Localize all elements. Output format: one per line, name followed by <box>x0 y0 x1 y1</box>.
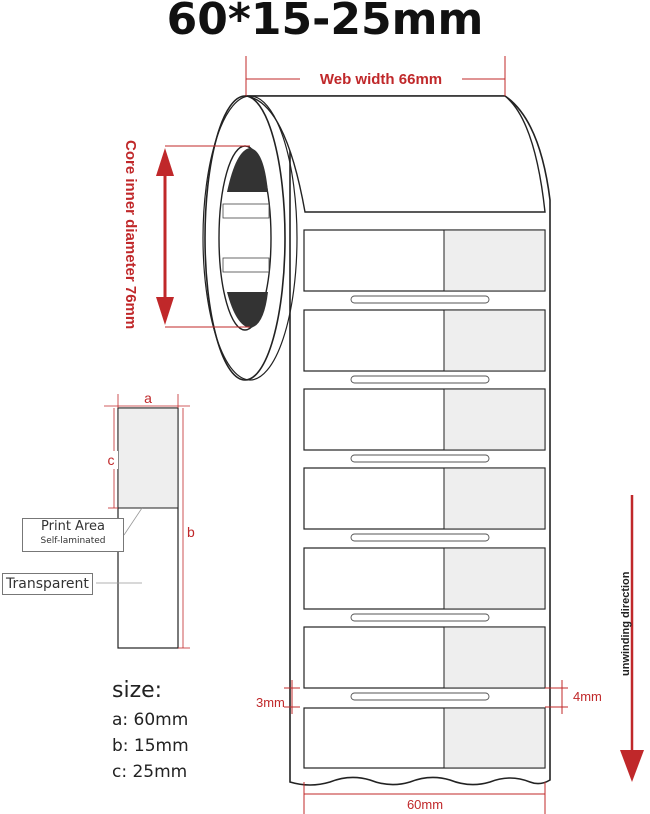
label-gap-slot <box>351 296 489 303</box>
self-laminated-label: Self-laminated <box>40 536 106 546</box>
dim-c-label: c <box>107 452 115 468</box>
unwinding-label: unwinding direction <box>620 571 632 676</box>
roll-label-print-area <box>444 230 545 291</box>
core-band-1 <box>223 204 269 218</box>
product-title: 60*15-25mm <box>166 0 484 45</box>
roll-label-print-area <box>444 310 545 371</box>
roll-label-print-area <box>444 389 545 450</box>
label-gap-slot <box>351 455 489 462</box>
dim-a-label: a <box>144 390 152 406</box>
roll-label-print-area <box>444 468 545 529</box>
core-diameter-label: Core inner diameter 76mm <box>122 140 139 330</box>
core-band-2 <box>223 258 269 272</box>
detail-print-area <box>118 408 178 508</box>
web-width-label: Web width 66mm <box>319 71 443 88</box>
roll-label-print-area <box>444 708 545 768</box>
print-area-callout <box>22 518 124 552</box>
gap-left-label: 3mm <box>256 695 285 710</box>
size-row-c: c: 25mm <box>112 762 188 782</box>
core-arrow-down <box>156 297 174 325</box>
print-area-label: Print Area <box>41 519 105 534</box>
label-gap-slot <box>351 614 489 621</box>
size-row-b: b: 15mm <box>112 736 189 756</box>
core-arrow-up <box>156 148 174 176</box>
roll-label-print-area <box>444 627 545 688</box>
transparent-callout: Transparent <box>2 573 93 595</box>
label-stack <box>304 230 545 768</box>
size-row-a: a: 60mm <box>112 710 189 730</box>
dim-b-label: b <box>187 524 195 540</box>
label-gap-slot <box>351 693 489 700</box>
label-gap-slot <box>351 376 489 383</box>
gap-right-label: 4mm <box>573 689 602 704</box>
roll-label-print-area <box>444 548 545 609</box>
size-spec <box>112 678 189 785</box>
size-heading: size: <box>112 678 163 703</box>
unwinding-arrow-head <box>620 750 644 782</box>
bottom-width-label: 60mm <box>406 797 444 812</box>
label-gap-slot <box>351 534 489 541</box>
